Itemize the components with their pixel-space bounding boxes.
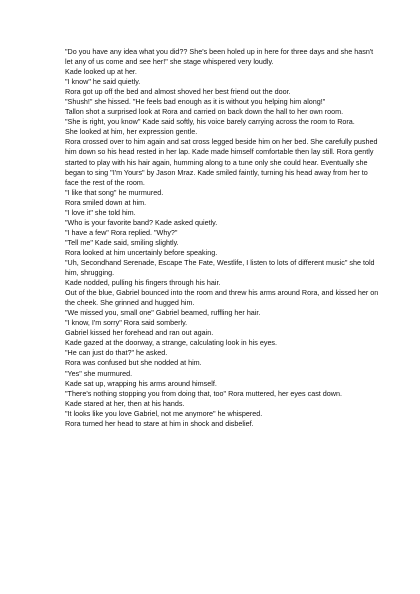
paragraph: "Who is your favorite band? Kade asked quietly. [65, 217, 218, 227]
paragraph: Kade looked up at her. [65, 67, 137, 77]
paragraph: Rora got up off the bed and almost shoved her best friend out the door. [65, 87, 291, 97]
paragraph: Rora crossed over to him again and sat cross legged beside him on her bed. She carefully pushed him down so his head rested in her lap. Kade made himself comfortable then lay still. Rora gently started to play with his hair again, humming along to a tune only she could hear. Eventually she began to sing "I'm Yours" by Jason Mraz. Kade smiled faintly, turning his head away from her to face the rest of the room. [65, 137, 378, 187]
paragraph: She looked at him, her expression gentle. [65, 127, 198, 137]
paragraph: Kade gazed at the doorway, a strange, calculating look in his eyes. [65, 338, 278, 348]
paragraph: "Do you have any idea what you did?? She's been holed up in here for three days and she hasn't let any of us come and see her!" she stage whispered very loudly. [65, 47, 374, 67]
paragraph: "Yes" she murmured. [65, 368, 133, 378]
paragraph: "He can just do that?" he asked. [65, 348, 168, 358]
paragraph: Gabriel kissed her forehead and ran out again. [65, 328, 214, 338]
paragraph: "I love it" she told him. [65, 207, 136, 217]
paragraph: Kade sat up, wrapping his arms around himself. [65, 378, 217, 388]
paragraph: Rora looked at him uncertainly before speaking. [65, 247, 218, 257]
paragraph: Tallon shot a surprised look at Rora and carried on back down the hall to her own room. [65, 107, 344, 117]
paragraph: "I know" he said quietly. [65, 77, 141, 87]
paragraph: "I know, I'm sorry" Rora said somberly. [65, 318, 188, 328]
paragraph: "Uh, Secondhand Serenade, Escape The Fate, Westlife, I listen to lots of different music" she told him, shrugging. [65, 257, 375, 278]
paragraph: Rora was confused but she nodded at him. [65, 358, 202, 368]
paragraph: "Tell me" Kade said, smiling slightly. [65, 237, 179, 247]
paragraph: "We missed you, small one" Gabriel beamed, ruffling her hair. [65, 308, 261, 318]
paragraph: "There's nothing stopping you from doing that, too" Rora muttered, her eyes cast down. [65, 388, 342, 398]
paragraph: "I like that song" he murmured. [65, 187, 164, 197]
paragraph: "She is right, you know" Kade said softly, his voice barely carrying across the room to Rora. [65, 117, 355, 127]
paragraph: "Shush!" she hissed. "He feels bad enough as it is without you helping him along!" [65, 97, 326, 107]
paragraph: "It looks like you love Gabriel, not me anymore" he whispered. [65, 408, 263, 418]
paragraph: Kade nodded, pulling his fingers through his hair. [65, 278, 221, 288]
paragraph: Rora turned her head to stare at him in shock and disbelief. [65, 418, 254, 428]
paragraph: Rora smiled down at him. [65, 197, 147, 207]
paragraph: Kade stared at her, then at his hands. [65, 398, 185, 408]
paragraph: "I have a few" Rora replied. "Why?" [65, 227, 178, 237]
paragraph: Out of the blue, Gabriel bounced into the room and threw his arms around Rora, and kissed her on the cheek. She grinned and hugged him. [65, 288, 379, 308]
